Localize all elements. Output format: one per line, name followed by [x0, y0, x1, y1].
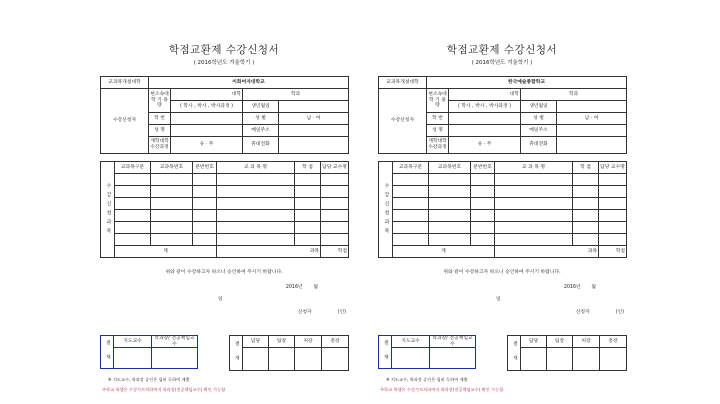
approve-sign-cell[interactable] — [295, 348, 322, 371]
birth-value[interactable] — [557, 101, 627, 113]
approve-left-label: 결 재 — [101, 336, 114, 369]
course-header: 분반번호 — [193, 162, 217, 174]
total-label: 계 — [393, 246, 495, 258]
gender-label: 성 별 — [243, 113, 279, 125]
approve-header: 총장 — [600, 336, 627, 348]
degree-field: ( 학사 , 박사 , 박사과정 ) — [449, 101, 521, 113]
birth-label: 생년월일 — [243, 101, 279, 113]
applicant-label: 수강신청자 — [379, 89, 427, 154]
phone-label: 휴대전화 — [521, 137, 557, 154]
approve-header: 학과장/ 전공책임교수 — [430, 336, 476, 348]
gender-value[interactable]: 남 · 여 — [279, 113, 349, 125]
approve-header: 담당 — [243, 336, 269, 348]
day: 일 — [218, 297, 223, 302]
email-value[interactable] — [557, 125, 627, 137]
contact-label: 재학대학 수강과정 — [427, 137, 449, 154]
total-subjects: 과목 — [217, 246, 321, 258]
course-header: 학 점 — [295, 162, 321, 174]
applicant-info-table — [100, 76, 349, 154]
student-no-label: 학 번 — [427, 113, 449, 125]
name-label: 성 명 — [427, 125, 449, 137]
course-header: 교 과 목 명 — [495, 162, 573, 174]
approve-sign-cell[interactable] — [152, 348, 198, 369]
approval-box-office — [229, 335, 349, 371]
course-table — [100, 161, 349, 258]
signer-line — [576, 308, 624, 315]
approve-sign-cell[interactable] — [521, 348, 547, 371]
course-row[interactable] — [101, 222, 349, 234]
course-row[interactable] — [379, 198, 627, 210]
total-credits: 학점 — [599, 246, 627, 258]
student-no-value[interactable] — [449, 113, 521, 125]
gender-label: 성 별 — [521, 113, 557, 125]
approve-sign-cell[interactable] — [392, 348, 430, 369]
approve-header: 담당 — [521, 336, 547, 348]
course-row[interactable] — [379, 234, 627, 246]
approve-header: 지도교수 — [392, 336, 430, 348]
approve-header: 팀장 — [547, 336, 573, 348]
approval-box-advisor — [100, 335, 198, 369]
pledge-text: 위와 같이 수강하고자 하오니 승인하여 주시기 바랍니다. — [165, 270, 283, 275]
approve-sign-cell[interactable] — [430, 348, 476, 369]
home-univ-label: 현소속대학 기 용 량 — [149, 89, 171, 113]
course-header: 교과목구분 — [115, 162, 151, 174]
course-row[interactable] — [101, 234, 349, 246]
application-form-right — [378, 36, 626, 398]
name-value[interactable] — [171, 125, 243, 137]
course-header: 담당 교수명 — [321, 162, 349, 174]
date-line — [564, 283, 596, 290]
dept-college: 대학 — [171, 89, 243, 101]
course-header: 교과목번호 — [429, 162, 471, 174]
day: 일 — [496, 297, 501, 302]
contact-label: 재학대학 수강과정 — [149, 137, 171, 154]
course-header: 학 점 — [573, 162, 599, 174]
home-univ-label: 현소속대학 기 용 량 — [427, 89, 449, 113]
dept-college: 대학 — [449, 89, 521, 101]
dept-major: 학과 — [521, 89, 627, 101]
course-header: 교과목번호 — [151, 162, 193, 174]
applicant-info-table — [378, 76, 627, 154]
course-row[interactable] — [101, 174, 349, 186]
course-header: 교과목구분 — [393, 162, 429, 174]
course-row[interactable] — [101, 210, 349, 222]
approve-header: 처장 — [573, 336, 600, 348]
note-approval: ※ 지도교수, 학과장 승인은 필히 득하여 제출 — [386, 377, 468, 382]
form-title: 학점교환제 수강신청서 — [446, 44, 558, 56]
contact-value[interactable]: 유 · 무 — [449, 137, 521, 154]
student-no-label: 학 번 — [149, 113, 171, 125]
name-label: 성 명 — [149, 125, 171, 137]
contact-value[interactable]: 유 · 무 — [171, 137, 243, 154]
seal-mark: (인) — [337, 310, 346, 315]
approve-sign-cell[interactable] — [269, 348, 295, 371]
phone-value[interactable] — [279, 137, 349, 154]
course-row[interactable] — [379, 210, 627, 222]
birth-label: 생년월일 — [521, 101, 557, 113]
year: 2016년 — [563, 285, 581, 290]
seal-mark: (인) — [615, 310, 624, 315]
approve-sign-cell[interactable] — [114, 348, 152, 369]
total-label: 계 — [115, 246, 217, 258]
month: 월 — [591, 285, 596, 290]
approval-box-office — [507, 335, 627, 371]
gender-value[interactable]: 남 · 여 — [557, 113, 627, 125]
course-header: 담당 교수명 — [599, 162, 627, 174]
course-row[interactable] — [379, 174, 627, 186]
name-value[interactable] — [449, 125, 521, 137]
email-label: 메일주소 — [243, 125, 279, 137]
approve-header: 팀장 — [269, 336, 295, 348]
form-title: 학점교환제 수강신청서 — [168, 44, 280, 56]
approve-sign-cell[interactable] — [573, 348, 600, 371]
note-approval: ※ 지도교수, 학과장 승인은 필히 득하여 제출 — [108, 377, 190, 382]
approve-header: 처장 — [295, 336, 322, 348]
course-side-label: 수강신청과목 — [101, 162, 115, 258]
student-no-value[interactable] — [171, 113, 243, 125]
course-header: 교 과 목 명 — [217, 162, 295, 174]
dept-major: 학과 — [243, 89, 349, 101]
year: 2016년 — [285, 285, 303, 290]
email-value[interactable] — [279, 125, 349, 137]
approve-header: 총장 — [322, 336, 349, 348]
univ-label: 교과목개설대학 — [379, 77, 427, 89]
univ-label: 교과목개설대학 — [101, 77, 149, 89]
course-row[interactable] — [379, 186, 627, 198]
signer-label: 신청자 — [297, 310, 312, 315]
approve-right-label: 결 재 — [508, 336, 521, 371]
date-line — [286, 283, 318, 290]
email-label: 메일주소 — [521, 125, 557, 137]
note-confirmation: 주학교 학생은 수강가르치하여지 학과장(전공책임교수) 확인 가능함. — [102, 387, 227, 392]
approve-sign-cell[interactable] — [600, 348, 627, 371]
pledge-text: 위와 같이 수강하고자 하오니 승인하여 주시기 바랍니다. — [443, 270, 561, 275]
approval-box-advisor — [378, 335, 476, 369]
course-header: 분반번호 — [471, 162, 495, 174]
univ-name: 한국예술종합학교 — [427, 77, 627, 89]
note-confirmation: 주학교 학생은 수강가르치하여지 학과장(전공책임교수) 확인 가능함. — [380, 387, 505, 392]
applicant-label: 수강신청자 — [101, 89, 149, 154]
approve-header: 학과장/ 전공책임교수 — [152, 336, 198, 348]
degree-field: ( 학사 , 박사 , 박사과정 ) — [171, 101, 243, 113]
approve-sign-cell[interactable] — [243, 348, 269, 371]
course-row[interactable] — [101, 186, 349, 198]
birth-value[interactable] — [279, 101, 349, 113]
form-subtitle: ( 2016학년도 겨울학기 ) — [193, 60, 255, 66]
course-side-label: 수강신청과목 — [379, 162, 393, 258]
form-subtitle: ( 2016학년도 겨울학기 ) — [471, 60, 533, 66]
phone-value[interactable] — [557, 137, 627, 154]
approve-right-label: 결 재 — [230, 336, 243, 371]
univ-name: 이화여자대학교 — [149, 77, 349, 89]
total-credits: 학점 — [321, 246, 349, 258]
course-table — [378, 161, 627, 258]
approve-sign-cell[interactable] — [322, 348, 349, 371]
total-subjects: 과목 — [495, 246, 599, 258]
course-row[interactable] — [379, 222, 627, 234]
signer-line — [298, 308, 346, 315]
signer-label: 신청자 — [575, 310, 590, 315]
month: 월 — [313, 285, 318, 290]
approve-header: 지도교수 — [114, 336, 152, 348]
application-form-left — [100, 36, 348, 398]
course-row[interactable] — [101, 198, 349, 210]
approve-left-label: 결 재 — [379, 336, 392, 369]
phone-label: 휴대전화 — [243, 137, 279, 154]
approve-sign-cell[interactable] — [547, 348, 573, 371]
